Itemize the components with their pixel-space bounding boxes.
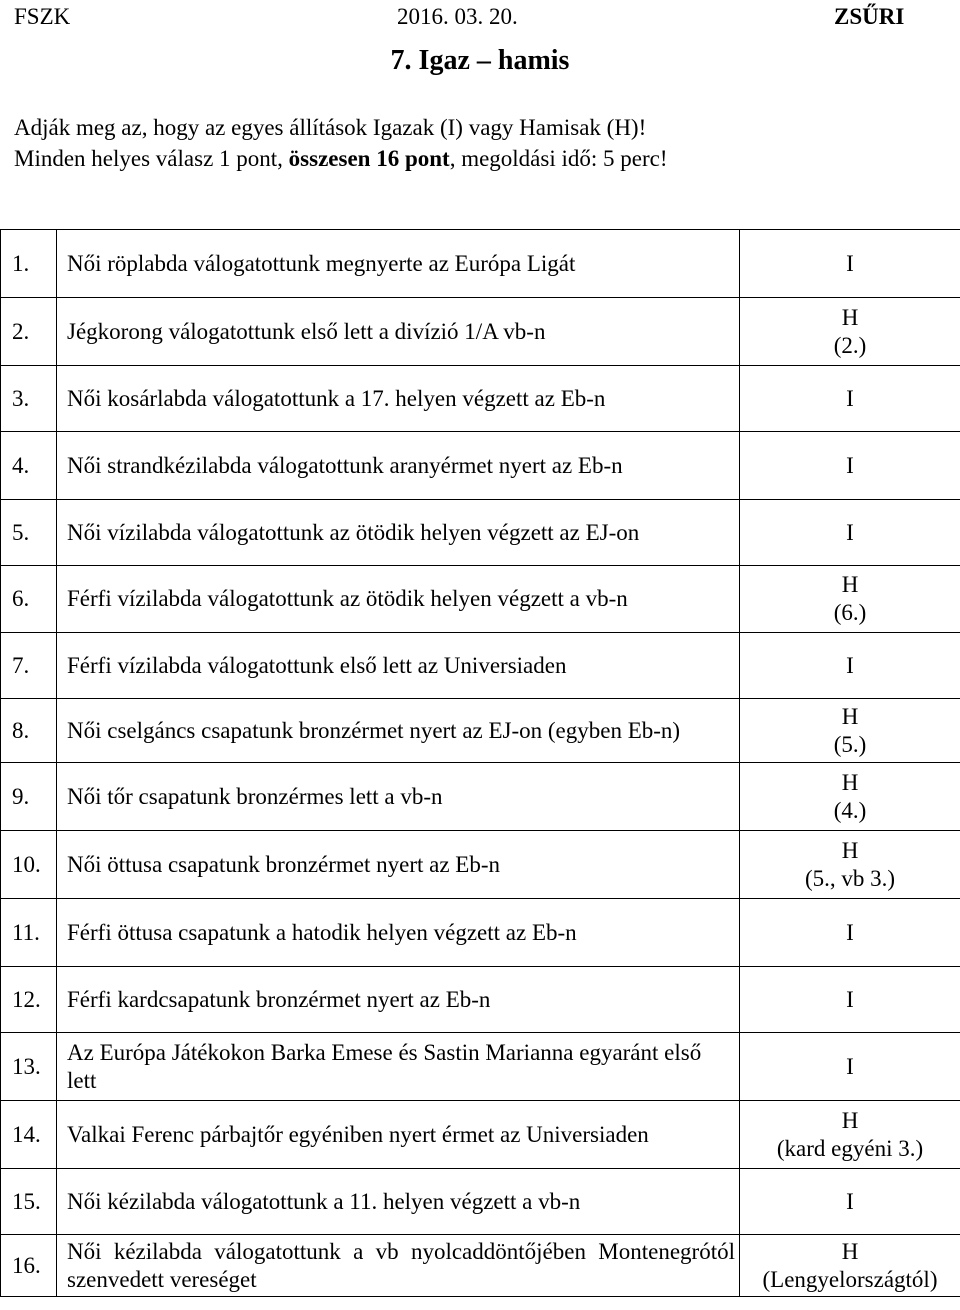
true-false-table-body	[1, 230, 960, 1297]
true-false-table	[0, 229, 960, 1297]
table-row	[1, 633, 960, 699]
item-number: 1.	[1, 230, 57, 298]
header-role: ZSŰRI	[834, 4, 905, 29]
table-row	[1, 763, 960, 831]
instructions-line-2-post: , megoldási idő: 5 perc!	[449, 146, 668, 171]
instructions-line-1: Adják meg az, hogy az egyes állítások Igazak (I) vagy Hamisak (H)!	[14, 115, 647, 140]
table-row	[1, 566, 960, 633]
item-number: 3.	[1, 366, 57, 432]
answer-letter: H	[841, 304, 859, 330]
answer-letter: I	[846, 919, 854, 945]
item-statement: Férfi öttusa csapatunk a hatodik helyen végzett az Eb-n	[57, 899, 740, 967]
item-number: 12.	[1, 967, 57, 1033]
item-number: 13.	[1, 1033, 57, 1101]
item-answer-cell	[740, 566, 960, 633]
answer-correction: (2.)	[833, 332, 867, 358]
item-number: 8.	[1, 699, 57, 763]
item-number: 4.	[1, 432, 57, 500]
instructions-line-2	[14, 143, 668, 174]
item-answer-cell	[740, 1033, 960, 1101]
item-statement: Női cselgáncs csapatunk bronzérmet nyert az EJ-on (egyben Eb-n)	[57, 699, 740, 763]
table-row	[1, 500, 960, 566]
table-row	[1, 1235, 960, 1297]
instructions-line-2-pre: Minden helyes válasz 1 pont,	[14, 146, 289, 171]
answer-correction: (5., vb 3.)	[804, 865, 896, 891]
item-answer-cell	[740, 967, 960, 1033]
answer-letter: I	[846, 452, 854, 478]
item-statement: Férfi vízilabda válogatottunk az ötödik helyen végzett a vb-n	[57, 566, 740, 633]
answer-letter: H	[841, 572, 859, 597]
item-number: 9.	[1, 763, 57, 831]
answer-letter: I	[846, 652, 854, 678]
answer-letter: H	[841, 1238, 859, 1264]
table-row	[1, 366, 960, 432]
item-answer-cell	[740, 432, 960, 500]
item-statement: Női vízilabda válogatottunk az ötödik helyen végzett az EJ-on	[57, 500, 740, 566]
item-answer-cell	[740, 699, 960, 763]
answer-letter: I	[846, 250, 854, 276]
answer-correction: (kard egyéni 3.)	[776, 1135, 924, 1161]
item-statement: Női tőr csapatunk bronzérmes lett a vb-n	[57, 763, 740, 831]
item-number: 15.	[1, 1169, 57, 1235]
table-row	[1, 298, 960, 366]
header-date: 2016. 03. 20.	[397, 4, 518, 29]
instructions	[14, 112, 668, 174]
item-statement: Női kézilabda válogatottunk a 11. helyen végzett a vb-n	[57, 1169, 740, 1235]
item-answer-cell	[740, 899, 960, 967]
table-row	[1, 699, 960, 763]
item-statement: Valkai Ferenc párbajtőr egyéniben nyert érmet az Universiaden	[57, 1101, 740, 1169]
answer-letter: I	[846, 385, 854, 411]
page-header	[0, 4, 960, 34]
item-answer-cell	[740, 1101, 960, 1169]
item-answer-cell	[740, 366, 960, 432]
answer-letter: I	[846, 519, 854, 545]
answer-correction: (5.)	[833, 731, 867, 757]
item-number: 6.	[1, 566, 57, 633]
item-answer-cell	[740, 1235, 960, 1297]
item-statement: Férfi kardcsapatunk bronzérmet nyert az Eb-n	[57, 967, 740, 1033]
answer-letter: H	[841, 837, 859, 863]
answer-letter: H	[841, 769, 859, 795]
answer-letter: H	[841, 1107, 859, 1133]
page-title: 7. Igaz – hamis	[390, 45, 570, 76]
item-statement: Női kézilabda válogatottunk a vb nyolcaddöntőjében Montenegrótól szenvedett vereséget	[57, 1235, 740, 1297]
answer-correction: (Lengyelországtól)	[762, 1266, 938, 1292]
item-number: 10.	[1, 831, 57, 899]
table-row	[1, 1169, 960, 1235]
item-answer-cell	[740, 230, 960, 298]
item-number: 14.	[1, 1101, 57, 1169]
item-statement: Az Európa Játékokon Barka Emese és Sastin Marianna egyaránt első lett	[57, 1033, 740, 1101]
table-row	[1, 899, 960, 967]
table-row	[1, 967, 960, 1033]
item-number: 16.	[1, 1235, 57, 1297]
answer-letter: H	[841, 703, 859, 729]
header-org: FSZK	[14, 4, 71, 29]
item-statement: Jégkorong válogatottunk első lett a divízió 1/A vb-n	[57, 298, 740, 366]
item-statement: Női strandkézilabda válogatottunk aranyérmet nyert az Eb-n	[57, 432, 740, 500]
answer-letter: I	[846, 986, 854, 1012]
answer-letter: I	[846, 1053, 854, 1079]
item-answer-cell	[740, 1169, 960, 1235]
table-row	[1, 230, 960, 298]
item-number: 11.	[1, 899, 57, 967]
item-answer-cell	[740, 831, 960, 899]
item-number: 7.	[1, 633, 57, 699]
item-statement: Női röplabda válogatottunk megnyerte az Európa Ligát	[57, 230, 740, 298]
table-row	[1, 831, 960, 899]
answer-correction: (4.)	[833, 797, 867, 823]
table-row	[1, 1101, 960, 1169]
item-answer-cell	[740, 298, 960, 366]
instructions-total-points: összesen 16 pont	[288, 146, 450, 171]
item-answer-cell	[740, 500, 960, 566]
item-statement: Női kosárlabda válogatottunk a 17. helyen végzett az Eb-n	[57, 366, 740, 432]
item-answer-cell	[740, 763, 960, 831]
item-statement: Férfi vízilabda válogatottunk első lett az Universiaden	[57, 633, 740, 699]
item-number: 2.	[1, 298, 57, 366]
item-statement: Női öttusa csapatunk bronzérmet nyert az Eb-n	[57, 831, 740, 899]
answer-correction: (6.)	[833, 600, 867, 625]
answer-letter: I	[846, 1188, 854, 1214]
item-number: 5.	[1, 500, 57, 566]
item-answer-cell	[740, 633, 960, 699]
table-row	[1, 1033, 960, 1101]
table-row	[1, 432, 960, 500]
